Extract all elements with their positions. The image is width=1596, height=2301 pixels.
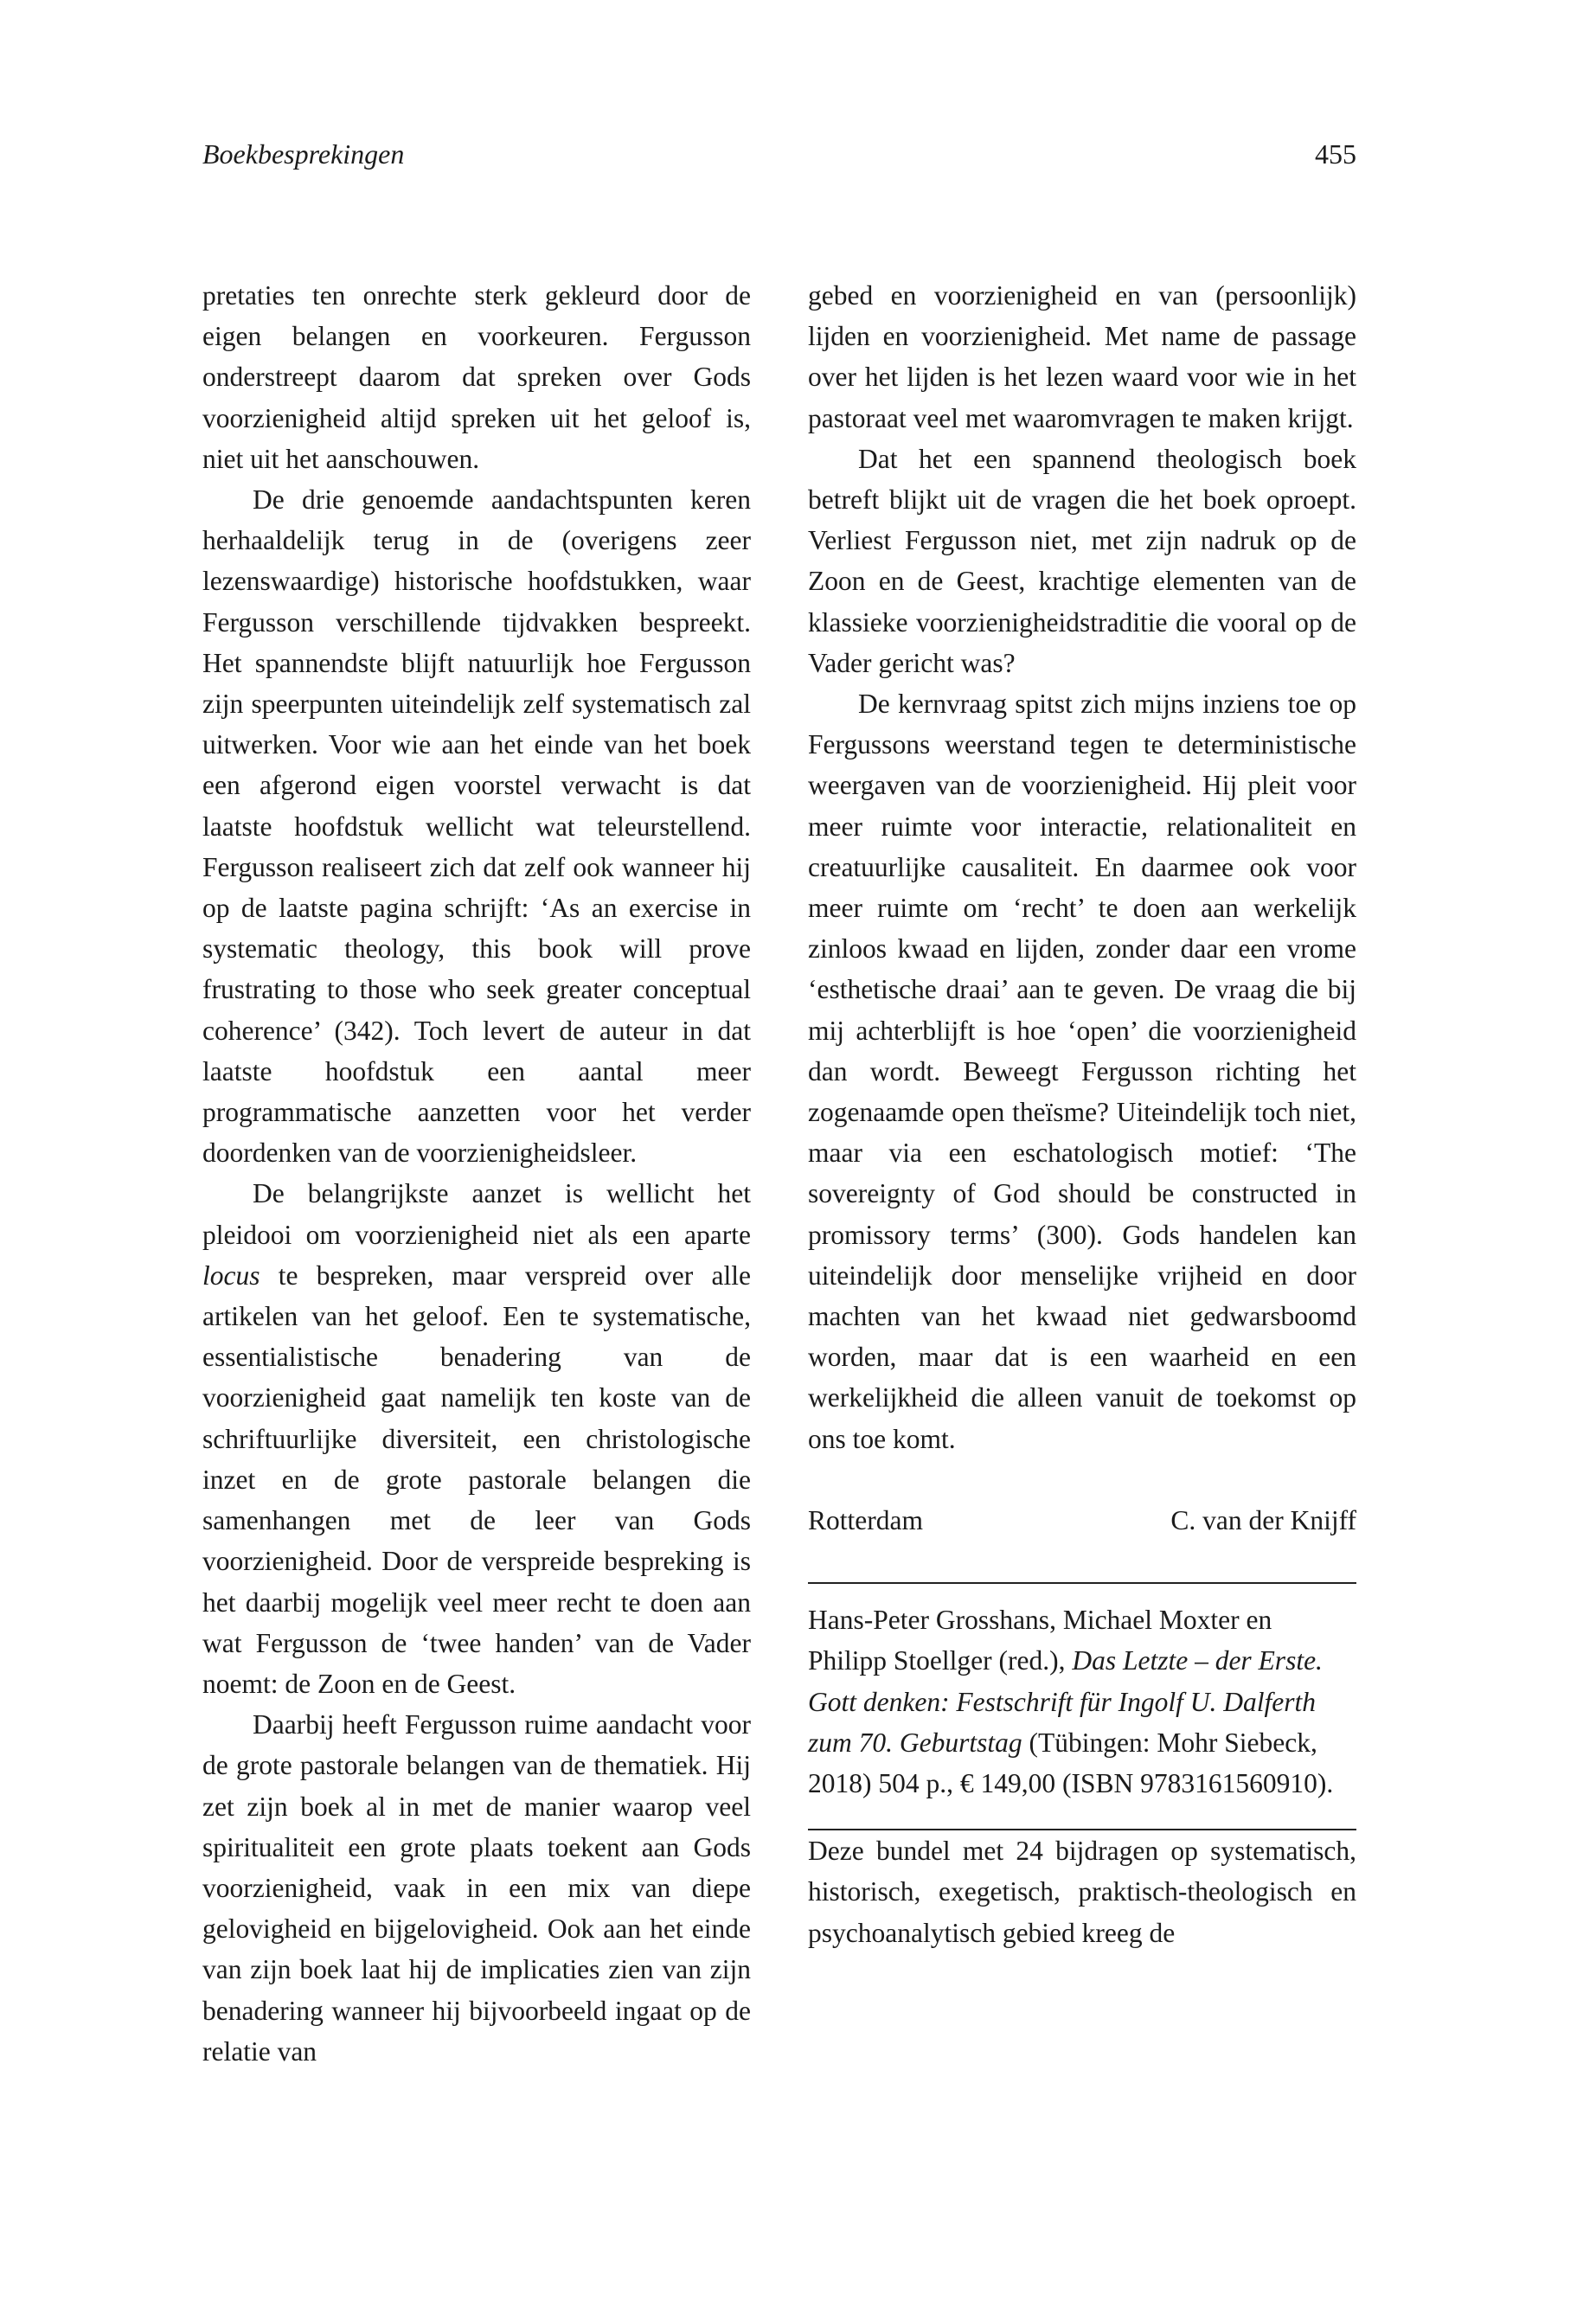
- signature-name: C. van der Knijff: [1170, 1504, 1356, 1535]
- left-paragraph-1: pretaties ten onrechte sterk gekleurd door de eigen belangen en voorkeuren. Fergusson onderstreept daarom dat spreken over Gods voorzienigheid altijd spreken uit het geloof is, niet uit het aanschouwen.: [202, 280, 751, 474]
- left-column: [202, 275, 751, 2072]
- left-paragraph-3: [202, 1173, 751, 1704]
- left-paragraph-2: De drie genoemde aandachtspunten keren herhaaldelijk terug in de (overigens zeer lezenswaardige) historische hoofdstukken, waar Fergusson verschillende tijdvakken bespreekt. Het spannendste blijft natuurlijk hoe Fergusson zijn speerpunten uiteindelijk zelf systematisch zal uitwerken. Voor wie aan het einde van het boek een afgerond eigen voorstel verwacht is dat laatste hoofdstuk wellicht wat teleurstellend. Fergusson realiseert zich dat zelf ook wanneer hij op de laatste pagina schrijft: ‘As an exercise in systematic theology, this book will prove frustrating to those who seek greater conceptual coherence’ (342). Toch levert de auteur in dat laatste hoofdstuk een aantal meer programmatische aanzetten voor het verder doordenken van de voorzienigheidsleer.: [202, 484, 751, 1169]
- left-paragraph-4: Daarbij heeft Fergusson ruime aandacht voor de grote pastorale belangen van de thematiek. Hij zet zijn boek al in met de manier waarop veel spiritualiteit een grote plaats toekent aan Gods voorzienigheid, vaak in een mix van diepe gelovigheid en bijgelovigheid. Ook aan het einde van zijn boek laat hij de implicaties zien van zijn benadering wanneer hij bijvoorbeeld ingaat op de relatie van: [202, 1709, 751, 2067]
- bib-title: Das Letzte – der Erste. Gott denken: Festschrift für Ingolf U. Dalferth zum 70. Geburtstag: [808, 1645, 1323, 1758]
- signature-place: Rotterdam: [808, 1504, 923, 1535]
- left-paragraph-3-start: De belangrijkste aanzet is wellicht het pleidooi om voorzienigheid niet als een aparte: [202, 1178, 751, 1250]
- right-paragraph-3: De kernvraag spitst zich mijns inziens toe op Fergussons weerstand tegen te deterministische weergaven van de voorzienigheid. Hij pleit voor meer ruimte voor interactie, relationaliteit en creatuurlijke causaliteit. En daarmee ook voor meer ruimte om ‘recht’ te doen aan werkelijk zinloos kwaad en lijden, zonder daar een vrome ‘esthetische draai’ aan te geven. De vraag die bij mij achterblijft is hoe ‘open’ die voorzienigheid dan wordt. Beweegt Fergusson richting het zogenaamde open theïsme? Uiteindelijk toch niet, maar via een eschatologisch motief: ‘The sovereignty of God should be constructed in promissory terms’ (300). Gods handelen kan uiteindelijk door menselijke vrijheid en door machten van het kwaad niet gedwarsboomd worden, maar dat is een waarheid en een werkelijkheid die alleen vanuit de toekomst op ons toe komt.: [808, 689, 1356, 1454]
- bibliographic-entry: [808, 1599, 1356, 1804]
- bib-authors: Hans-Peter Grosshans, Michael Moxter en Philipp Stoellger (red.),: [808, 1605, 1272, 1676]
- bib-details: (Tübingen: Mohr Siebeck, 2018) 504 p., € 149,00 (ISBN 9783161560910).: [808, 1727, 1334, 1798]
- page-number: 455: [1315, 138, 1356, 170]
- right-column: [808, 275, 1356, 1953]
- divider-top: [808, 1582, 1356, 1584]
- review-signature: [808, 1500, 1356, 1541]
- left-paragraph-3-end: te bespreken, maar verspreid over alle artikelen van het geloof. Een te systematische, essentialistische benadering van de voorzienigheid gaat namelijk ten koste van de schriftuurlijke diversiteit, een christologische inzet en de grote pastorale belangen die samenhangen met de leer van Gods voorzienigheid. Door de verspreide bespreking is het daarbij mogelijk veel meer recht te doen aan wat Fergusson de ‘twee handen’ van de Vader noemt: de Zoon en de Geest.: [202, 1259, 751, 1699]
- locus-italic: locus: [202, 1259, 260, 1291]
- bib-text: [808, 1599, 1356, 1804]
- next-review-paragraph: Deze bundel met 24 bijdragen op systematisch, historisch, exegetisch, praktisch-theologisch en psychoanalytisch gebied kreeg de: [808, 1836, 1356, 1948]
- right-paragraph-2: Dat het een spannend theologisch boek betreft blijkt uit de vragen die het boek oproept. Verliest Fergusson niet, met zijn nadruk op de Zoon en de Geest, krachtige elementen van de klassieke voorzienigheidstraditie die vooral op de Vader gericht was?: [808, 443, 1356, 678]
- running-head: Boekbesprekingen: [202, 138, 405, 170]
- right-paragraph-1: gebed en voorzienigheid en van (persoonlijk) lijden en voorzienigheid. Met name de passage over het lijden is het lezen waard voor wie in het pastoraat veel met waaromvragen te maken krijgt.: [808, 280, 1356, 433]
